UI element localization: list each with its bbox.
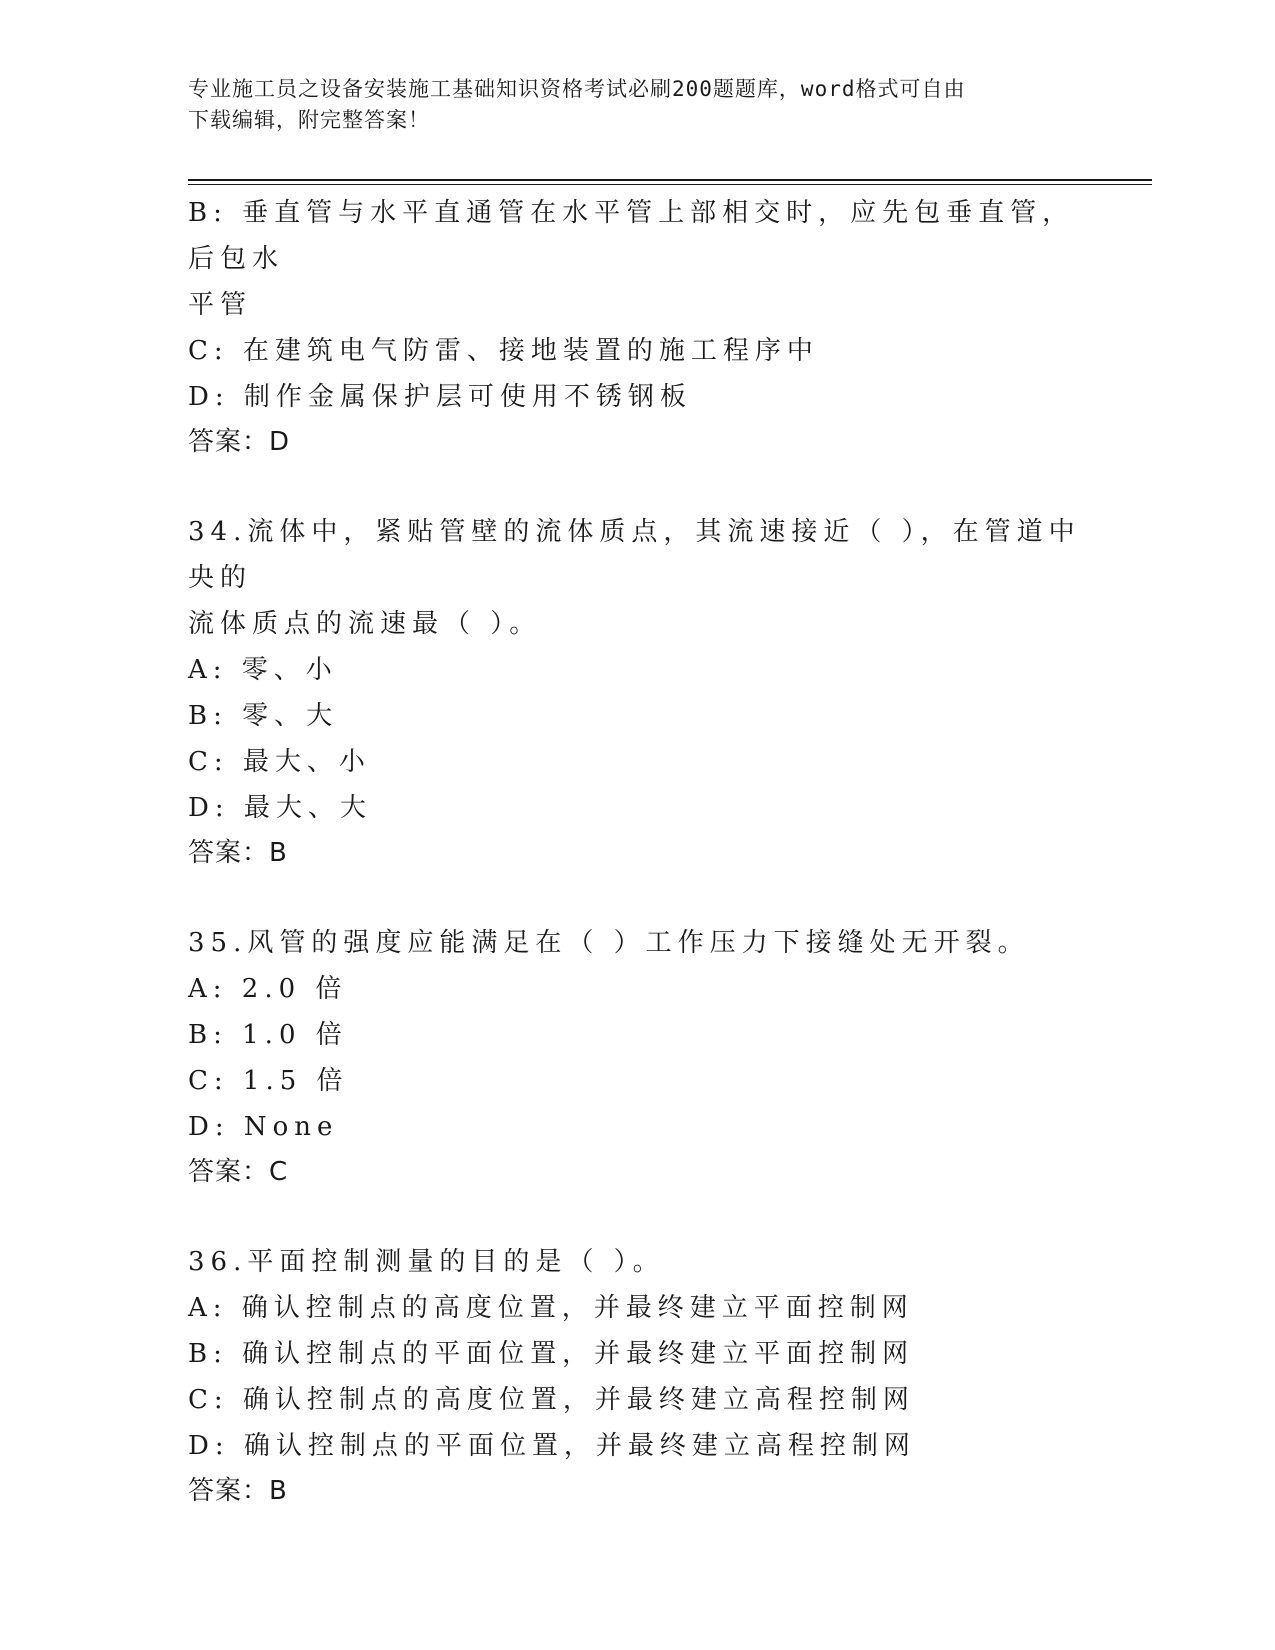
page-header — [188, 74, 1068, 136]
answer: 答案：B — [188, 838, 288, 868]
question-stem: 36.平面控制测量的目的是（ ）。 — [188, 1247, 665, 1277]
option-c: C: 最大、小 — [188, 747, 371, 777]
header-line-1: 专业施工员之设备安装施工基础知识资格考试必刷200题题库，word格式可自由 — [188, 77, 966, 101]
option-a: A: 确认控制点的高度位置，并最终建立平面控制网 — [188, 1293, 914, 1323]
option-b-line-1: B: 垂直管与水平直通管在水平管上部相交时，应先包垂直管，后包水 — [188, 198, 1075, 274]
question-33-block — [188, 190, 1088, 464]
option-d: D: 制作金属保护层可使用不锈钢板 — [188, 382, 692, 412]
answer: 答案：D — [188, 427, 291, 457]
question-36-block — [188, 1239, 1088, 1513]
header-divider-thick — [188, 179, 1152, 181]
option-c: C: 1.5 倍 — [188, 1066, 349, 1096]
option-d: D: 确认控制点的平面位置，并最终建立高程控制网 — [188, 1431, 916, 1461]
option-b: B: 零、大 — [188, 701, 339, 731]
option-c: C: 确认控制点的高度位置，并最终建立高程控制网 — [188, 1385, 915, 1415]
option-b-line-2: 平管 — [188, 290, 253, 320]
option-d: D: 最大、大 — [188, 793, 372, 823]
question-stem-line-2: 流体质点的流速最（ ）。 — [188, 609, 542, 639]
option-a: A: 2.0 倍 — [188, 974, 348, 1004]
option-b: B: 1.0 倍 — [188, 1020, 348, 1050]
answer: 答案：B — [188, 1476, 288, 1506]
header-divider-thin — [188, 184, 1152, 185]
option-a: A: 零、小 — [188, 655, 338, 685]
question-stem-line-1: 34.流体中，紧贴管壁的流体质点，其流速接近（ ），在管道中央的 — [188, 517, 1081, 593]
question-stem: 35.风管的强度应能满足在（ ）工作压力下接缝处无开裂。 — [188, 928, 1030, 958]
answer: 答案：C — [188, 1157, 289, 1187]
option-d: D: None — [188, 1112, 339, 1142]
question-34-block — [188, 509, 1088, 875]
header-line-2: 下载编辑，附完整答案！ — [188, 108, 430, 132]
question-35-block — [188, 920, 1088, 1194]
option-b: B: 确认控制点的平面位置，并最终建立平面控制网 — [188, 1339, 915, 1369]
question-list — [188, 190, 1088, 1513]
option-c: C: 在建筑电气防雷、接地装置的施工程序中 — [188, 336, 819, 366]
